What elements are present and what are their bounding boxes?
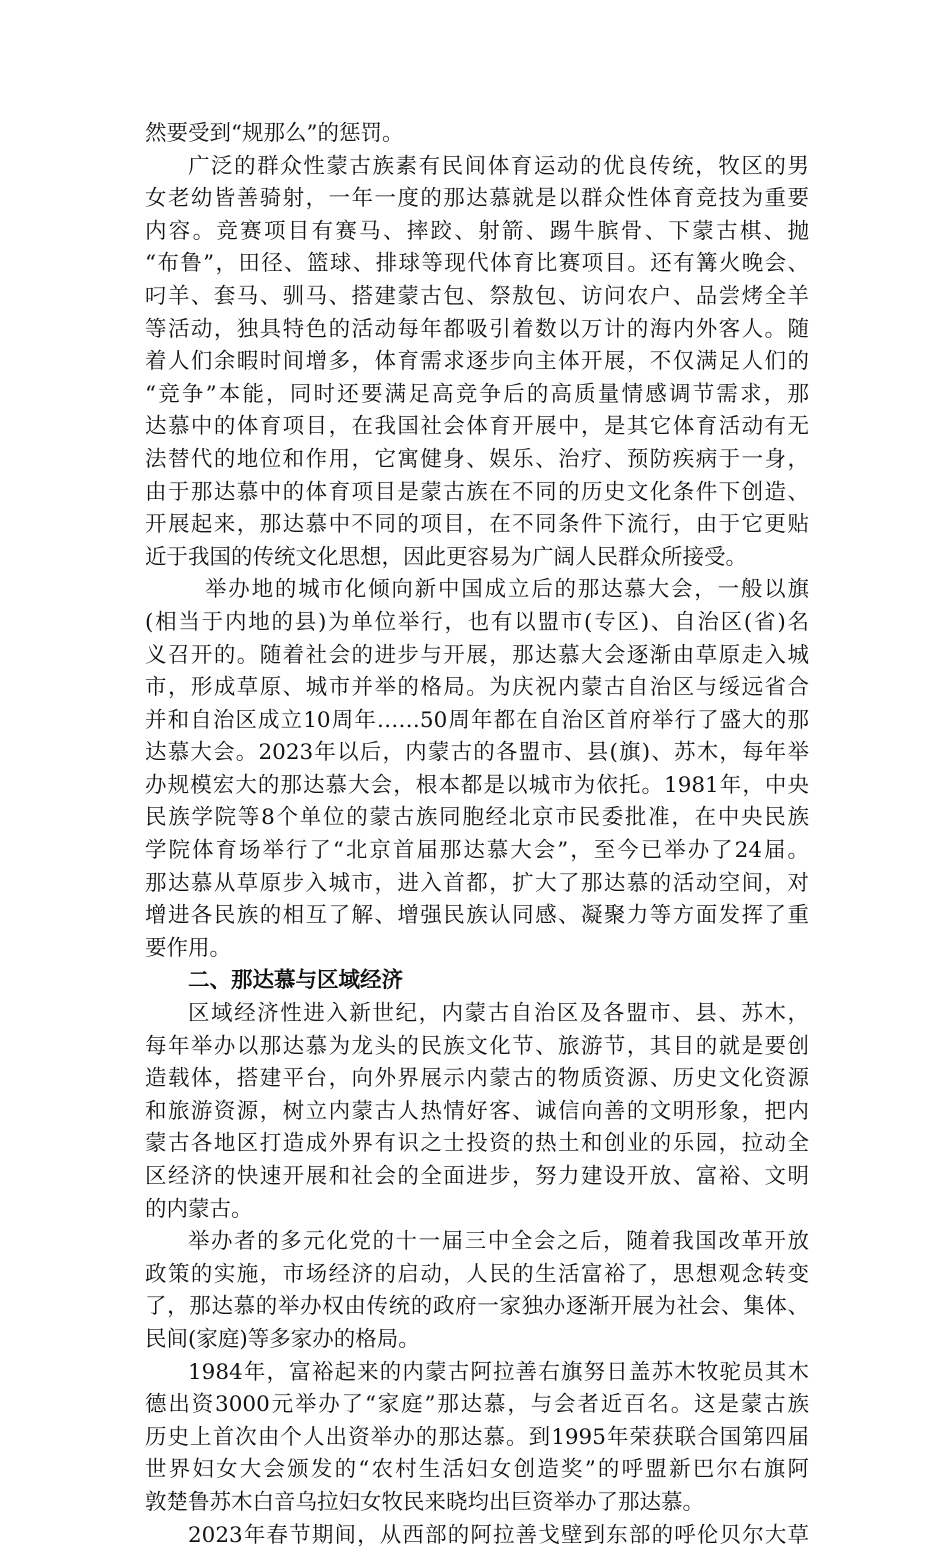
text-line: 叼羊、套马、驯马、搭建蒙古包、祭敖包、访问农户、品尝烤全羊 — [145, 283, 809, 309]
text-line: 然要受到“规那么”的惩罚。 — [145, 121, 404, 146]
paragraph-end: 的内蒙古。 — [145, 1196, 253, 1222]
text-line: 民族学院等8个单位的蒙古族同胞经北京市民委批准，在中央民族 — [145, 805, 809, 831]
text-line: 由于那达慕中的体育项目是蒙古族在不同的历史文化条件下创造、 — [145, 479, 809, 505]
text-line: 区经济的快速开展和社会的全面进步，努力建设开放、富裕、文明 — [145, 1164, 809, 1189]
paragraph-start: 举办地的城市化倾向新中国成立后的那达慕大会，一般以旗 — [205, 577, 809, 603]
section-heading: 二、那达慕与区域经济 — [188, 968, 404, 994]
paragraph-start: 2023年春节期间，从西部的阿拉善戈壁到东部的呼伦贝尔大草 — [188, 1522, 809, 1548]
text-line: 和旅游资源，树立内蒙古人热情好客、诚信向善的文明形象，把内 — [145, 1098, 809, 1124]
text-line: “布鲁”，田径、篮球、排球等现代体育比赛项目。还有篝火晚会、 — [145, 251, 809, 277]
text-line: 市，形成草原、城市并举的格局。为庆祝内蒙古自治区与绥远省合 — [145, 675, 809, 701]
text-line: 内容。竞赛项目有赛马、摔跤、射箭、踢牛膑骨、下蒙古棋、抛 — [145, 218, 809, 244]
text-line: 义召开的。随着社会的进步与开展，那达慕大会逐渐由草原走入城 — [145, 642, 809, 668]
text-line: 达慕中的体育项目，在我国社会体育开展中，是其它体育活动有无 — [145, 414, 809, 440]
text-line: 政策的实施，市场经济的启动，人民的生活富裕了，思想观念转变 — [145, 1261, 809, 1287]
text-line: 等活动，独具特色的活动每年都吸引着数以万计的海内外客人。随 — [145, 316, 809, 342]
text-line: 每年举办以那达慕为龙头的民族文化节、旅游节，其目的就是要创 — [145, 1033, 809, 1059]
text-line: 那达慕从草原步入城市，进入首都，扩大了那达慕的活动空间，对 — [145, 870, 809, 896]
text-line: 达慕大会。2023年以后，内蒙古的各盟市、县(旗)、苏木，每年举 — [145, 740, 809, 766]
text-line: 开展起来，那达慕中不同的项目，在不同条件下流行，由于它更贴 — [145, 512, 809, 538]
paragraph-start: 区域经济性进入新世纪，内蒙古自治区及各盟市、县、苏木， — [188, 1001, 809, 1027]
text-line: 了，那达慕的举办权由传统的政府一家独办逐渐开展为社会、集体、 — [145, 1294, 809, 1320]
text-line: “竞争”本能，同时还要满足高竞争后的高质量情感调节需求，那 — [145, 381, 809, 407]
text-line: 法替代的地位和作用，它寓健身、娱乐、治疗、预防疾病于一身， — [145, 446, 809, 472]
text-line: 办规模宏大的那达慕大会，根本都是以城市为依托。1981年，中央 — [145, 772, 809, 798]
document-page — [145, 118, 809, 1552]
paragraph-end: 要作用。 — [145, 935, 232, 961]
text-line: 世界妇女大会颁发的“农村生活妇女创造奖”的呼盟新巴尔右旗阿 — [145, 1457, 809, 1483]
text-line: 并和自治区成立10周年……50周年都在自治区首府举行了盛大的那 — [145, 707, 809, 733]
text-line: 增进各民族的相互了解、增强民族认同感、凝聚力等方面发挥了重 — [145, 903, 809, 929]
paragraph-start: 广泛的群众性蒙古族素有民间体育运动的优良传统，牧区的男 — [188, 153, 809, 179]
text-line: 着人们余暇时间增多，体育需求逐步向主体开展，不仅满足人们的 — [145, 349, 809, 375]
paragraph-end: 近于我国的传统文化思想，因此更容易为广阔人民群众所接受。 — [145, 544, 748, 570]
text-line: 造载体，搭建平台，向外界展示内蒙古的物质资源、历史文化资源 — [145, 1066, 809, 1092]
paragraph-end: 敦楚鲁苏木白音乌拉妇女牧民来晓均出巨资举办了那达慕。 — [145, 1489, 705, 1515]
paragraph-start: 举办者的多元化党的十一届三中全会之后，随着我国改革开放 — [188, 1229, 809, 1255]
text-line: 蒙古各地区打造成外界有识之士投资的热土和创业的乐园，拉动全 — [145, 1131, 809, 1157]
text-line: 德出资3000元举办了“家庭”那达慕，与会者近百名。这是蒙古族 — [145, 1392, 809, 1418]
text-line: 学院体育场举行了“北京首届那达慕大会”，至今已举办了24届。 — [145, 838, 809, 864]
text-line: 女老幼皆善骑射，一年一度的那达慕就是以群众性体育竞技为重要 — [145, 186, 809, 212]
paragraph-end: 民间(家庭)等多家办的格局。 — [145, 1326, 420, 1352]
paragraph-start: 1984年，富裕起来的内蒙古阿拉善右旗努日盖苏木牧驼员其木 — [188, 1359, 809, 1385]
text-line: (相当于内地的县)为单位举行，也有以盟市(专区)、自治区(省)名 — [145, 609, 809, 635]
text-line: 历史上首次由个人出资举办的那达慕。到1995年荣获联合国第四届 — [145, 1424, 809, 1450]
